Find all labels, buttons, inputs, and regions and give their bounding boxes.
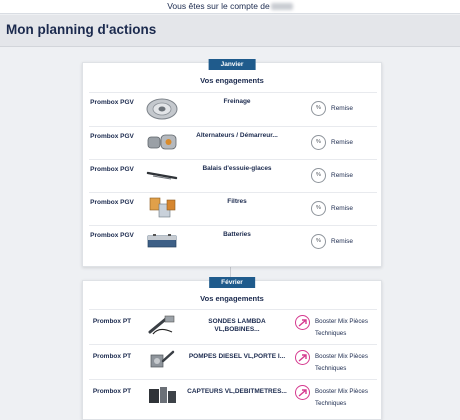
booster-action[interactable] xyxy=(295,350,385,376)
action-label: Booster Mix Pièces Techniques xyxy=(315,318,368,337)
brand-label: Prombox PGV xyxy=(90,99,134,106)
product-label: CAPTEURS VL,DEBITMETRES... xyxy=(187,388,287,395)
product-label: POMPES DIESEL VL,PORTE I... xyxy=(188,353,286,360)
month-badge: Février xyxy=(209,277,255,288)
brand-label: Prombox PGV xyxy=(90,166,134,173)
month-card-janvier xyxy=(82,62,382,267)
account-name-redacted xyxy=(271,3,293,10)
product-label: Balais d'essuie-glaces xyxy=(202,165,272,172)
brand-label: Prombox PGV xyxy=(90,133,134,140)
filters-image xyxy=(145,195,179,221)
engagement-row[interactable] xyxy=(89,309,377,344)
action-label: Remise xyxy=(331,205,354,212)
brand-label: Prombox PT xyxy=(92,318,132,325)
booster-action[interactable] xyxy=(295,385,385,411)
brake-disc-image xyxy=(145,95,179,121)
action-label: Remise xyxy=(331,139,354,146)
action-label: Booster Mix Pièces Techniques xyxy=(315,353,368,372)
card-heading: Vos engagements xyxy=(200,294,264,303)
engagement-row[interactable] xyxy=(89,225,377,257)
page-title: Mon planning d'actions xyxy=(6,22,157,37)
account-label: Vous êtes sur le compte de xyxy=(167,1,270,11)
brand-label: Prombox PT xyxy=(92,353,132,360)
account-bar xyxy=(0,0,460,14)
sensors-image xyxy=(145,382,179,408)
brand-label: Prombox PGV xyxy=(90,232,134,239)
engagement-row[interactable] xyxy=(89,379,377,414)
action-label: Remise xyxy=(331,238,354,245)
trend-up-icon xyxy=(295,385,310,400)
action-label: Remise xyxy=(331,172,354,179)
trend-up-icon xyxy=(295,315,310,330)
percent-icon: % xyxy=(311,135,326,150)
product-label: Alternateurs / Démarreur... xyxy=(196,132,278,139)
action-label: Remise xyxy=(331,105,354,112)
page-header xyxy=(0,15,460,47)
diesel-pump-image xyxy=(145,347,179,373)
month-card-fevrier xyxy=(82,280,382,420)
engagement-row[interactable] xyxy=(89,344,377,379)
alternator-image xyxy=(145,129,179,155)
month-badge: Janvier xyxy=(209,59,256,70)
lambda-sensor-image xyxy=(145,312,179,338)
percent-icon: % xyxy=(311,101,326,116)
product-label: Freinage xyxy=(223,98,251,105)
card-heading: Vos engagements xyxy=(200,76,264,85)
trend-up-icon xyxy=(295,350,310,365)
brand-label: Prombox PT xyxy=(92,388,132,395)
percent-icon: % xyxy=(311,168,326,183)
battery-image xyxy=(145,228,179,254)
product-label: SONDES LAMBDA VL,BOBINES... xyxy=(208,318,266,333)
engagement-row[interactable] xyxy=(89,159,377,191)
percent-icon: % xyxy=(311,234,326,249)
wiper-blade-image xyxy=(145,162,179,188)
booster-action[interactable] xyxy=(295,315,385,341)
engagement-row[interactable] xyxy=(89,192,377,224)
product-label: Batteries xyxy=(223,231,251,238)
engagement-row[interactable] xyxy=(89,126,377,158)
brand-label: Prombox PGV xyxy=(90,199,134,206)
percent-icon: % xyxy=(311,201,326,216)
action-label: Booster Mix Pièces Techniques xyxy=(315,388,368,407)
product-label: Filtres xyxy=(227,198,247,205)
engagement-row[interactable] xyxy=(89,92,377,124)
